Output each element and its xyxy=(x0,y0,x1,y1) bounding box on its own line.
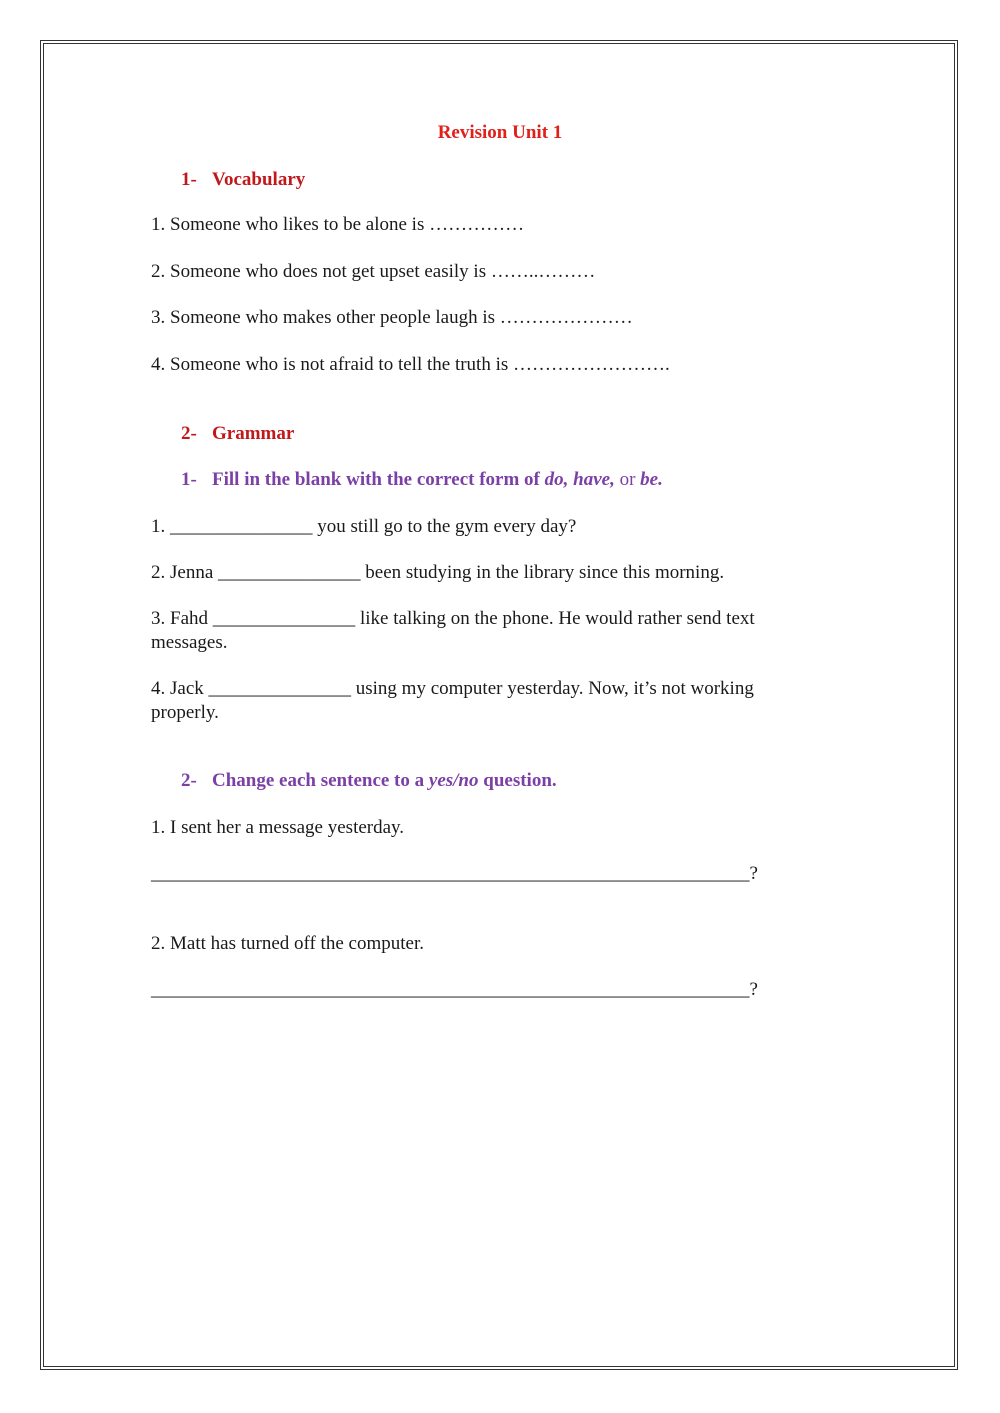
vocabulary-question-4: 4. Someone who is not afraid to tell the truth is ……………………. xyxy=(151,354,670,375)
yes-no-answer-line-2: _______________________________________________________________? xyxy=(151,979,758,1000)
exercise-1-instruction-text: Fill in the blank with the correct form of xyxy=(212,469,545,490)
vocabulary-question-2: 2. Someone who does not get upset easily is ……..……… xyxy=(151,261,596,282)
vocabulary-question-3: 3. Someone who makes other people laugh is ………………… xyxy=(151,307,633,328)
exercise-1-instruction xyxy=(181,468,663,492)
word-or: or xyxy=(619,469,636,490)
grammar-question-4: 4. Jack _______________ using my computer yesterday. Now, it’s not working properly. xyxy=(151,678,754,723)
grammar-heading-text: Grammar xyxy=(212,423,295,444)
vocabulary-heading xyxy=(181,168,305,192)
yes-no-answer-line-1: _______________________________________________________________? xyxy=(151,863,758,884)
exercise-2-instruction-start: Change each sentence to a xyxy=(212,770,429,791)
exercise-2-instruction xyxy=(181,769,557,793)
yes-no-sentence-2: 2. Matt has turned off the computer. xyxy=(151,933,424,954)
vocabulary-heading-text: Vocabulary xyxy=(212,169,306,190)
exercise-2-instruction-end: question. xyxy=(478,770,557,791)
word-have: have, xyxy=(573,469,615,490)
grammar-question-2: 2. Jenna _______________ been studying in the library since this morning. xyxy=(151,562,725,583)
vocabulary-question-1: 1. Someone who likes to be alone is …………… xyxy=(151,214,525,235)
grammar-heading xyxy=(181,422,294,446)
page-title: Revision Unit 1 xyxy=(437,122,563,143)
exercise-1-number: 1- xyxy=(181,469,197,490)
exercise-2-instruction-italic: yes/no xyxy=(428,770,479,791)
grammar-number: 2- xyxy=(181,423,197,444)
exercise-2-number: 2- xyxy=(181,770,197,791)
word-be: be. xyxy=(640,469,663,490)
word-do: do, xyxy=(544,469,569,490)
grammar-question-3: 3. Fahd _______________ like talking on the phone. He would rather send text messages. xyxy=(151,608,755,653)
yes-no-sentence-1: 1. I sent her a message yesterday. xyxy=(151,817,405,838)
grammar-question-1: 1. _______________ you still go to the gym every day? xyxy=(151,516,577,537)
vocabulary-number: 1- xyxy=(181,169,197,190)
